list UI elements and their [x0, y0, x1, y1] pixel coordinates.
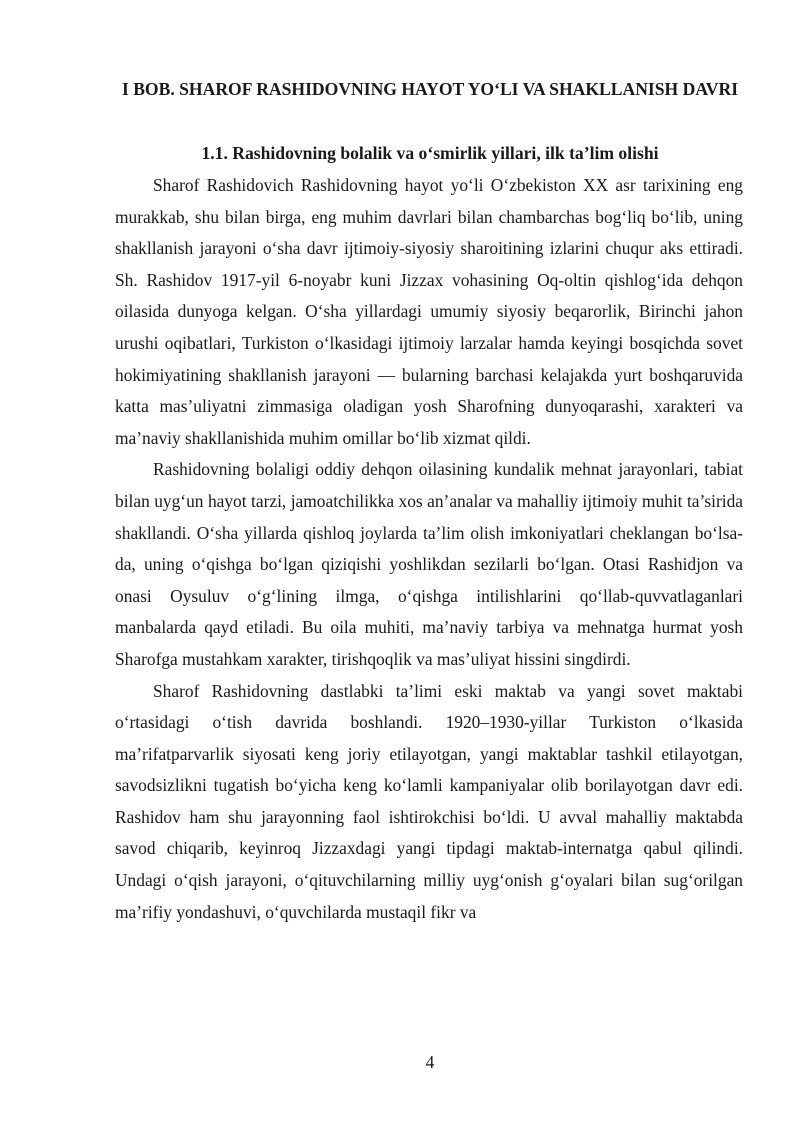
paragraph-1: Sharof Rashidovich Rashidovning hayot yo‘li O‘zbekiston XX asr tarixining eng murakkab, shu bilan birga, eng muhim davrlari bilan chambarchas bog‘liq bo‘lib, uning shakllanish jarayoni o‘sha davr ijtimoiy-siyosiy sharoitining izlarini chuqur aks ettiradi. Sh. Rashidov 1917-yil 6-noyabr kuni Jizzax vohasining Oq-oltin qishlog‘ida dehqon oilasida dunyoga kelgan. O‘sha yillardagi umumiy siyosiy beqarorlik, Birinchi jahon urushi oqibatlari, Turkiston o‘lkasidagi ijtimoiy larzalar hamda keyingi bosqichda sovet hokimiyatining shakllanish jarayoni — bularning barchasi kelajakda yurt boshqaruvida katta mas’uliyatni zimmasiga oladigan yosh Sharofning dunyoqarashi, xarakteri va ma’naviy shakllanishida muhim omillar bo‘lib xizmat qildi.: [115, 175, 743, 448]
body-text: [115, 170, 743, 928]
section-title: 1.1. Rashidovning bolalik va o‘smirlik yillari, ilk ta’lim olishi: [201, 143, 659, 163]
page-number: 4: [425, 1052, 435, 1072]
chapter-title: I BOB. SHAROF RASHIDOVNING HAYOT YO‘LI VA SHAKLLANISH DAVRI: [121, 79, 739, 99]
paragraph-3: Sharof Rashidovning dastlabki ta’limi eski maktab va yangi sovet maktabi o‘rtasidagi o‘tish davrida boshlandi. 1920–1930-yillar Turkiston o‘lkasida ma’rifatparvarlik siyosati keng joriy etilayotgan, yangi maktablar tashkil etilayotgan, savodsizlikni tugatish bo‘yicha keng ko‘lamli kampaniyalar olib borilayotgan davr edi. Rashidov ham shu jarayonning faol ishtirokchisi bo‘ldi. U avval mahalliy maktabda savod chiqarib, keyinroq Jizzaxdagi yangi tipdagi maktab-internatga qabul qilindi. Undagi o‘qish jarayoni, o‘qituvchilarning milliy uyg‘onish g‘oyalari bilan sug‘orilgan ma’rifiy yondashuvi, o‘quvchilarda mustaqil fikr va: [115, 680, 743, 922]
paragraph-2: Rashidovning bolaligi oddiy dehqon oilasining kundalik mehnat jarayonlari, tabiat bilan uyg‘un hayot tarzi, jamoatchilikka xos an’analar va mahalliy ijtimoiy muhit ta’sirida shakllandi. O‘sha yillarda qishloq joylarda ta’lim olish imkoniyatlari cheklangan bo‘lsa-da, uning o‘qishga bo‘lgan qiziqishi yoshlikdan sezilarli bo‘lgan. Otasi Rashidjon va onasi Oysuluv o‘g‘lining ilmga, o‘qishga intilishlarini qo‘llab-quvvatlaganlari manbalarda qayd etiladi. Bu oila muhiti, ma’naviy tarbiya va mehnatga hurmat yosh Sharofga mustahkam xarakter, tirishqoqlik va mas’uliyat hissini singdirdi.: [115, 459, 743, 669]
